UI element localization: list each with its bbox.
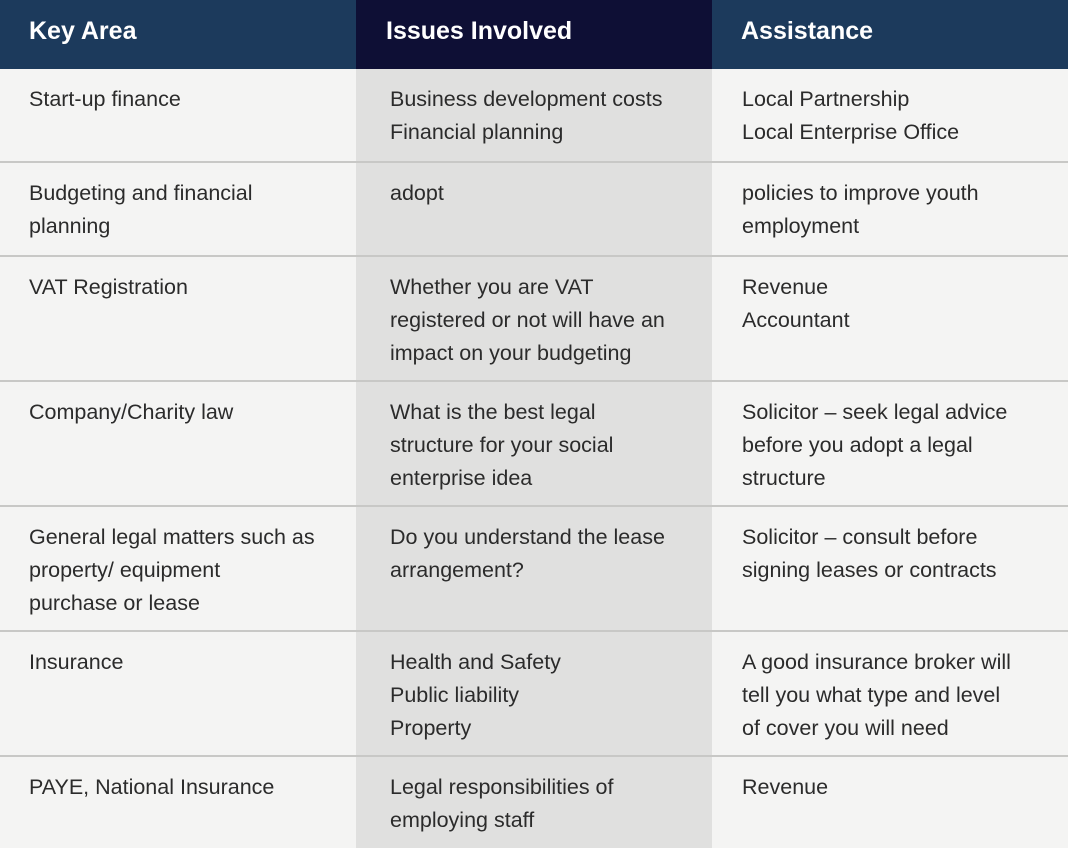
header-issues-involved: Issues Involved [356,0,712,69]
cell-text: structure for your social [390,433,614,457]
issues-cell [356,69,712,161]
cell-text: Local Enterprise Office [742,120,960,144]
cell-text: arrangement? [390,558,524,582]
cell-text: Revenue [742,275,829,299]
assistance-cell [712,382,1068,505]
cell-text: Insurance [29,650,124,674]
key-area-cell [0,69,356,161]
cell-text: Public liability [390,683,520,707]
cell-text: Business development costs [390,87,663,111]
cell-text: What is the best legal [390,400,596,424]
cell-text: impact on your budgeting [390,341,632,365]
issues-cell [356,382,712,505]
cell-text: Local Partnership [742,87,910,111]
table-row [0,632,1068,757]
assistance-cell [712,507,1068,630]
issues-cell [356,632,712,755]
issues-cell [356,257,712,380]
cell-text: General legal matters such as [29,525,315,549]
table-row [0,69,1068,163]
cell-text: Budgeting and financial [29,181,253,205]
cell-text: Revenue [742,775,829,799]
assistance-cell [712,757,1068,848]
cell-text: signing leases or contracts [742,558,997,582]
cell-text: VAT Registration [29,275,188,299]
cell-text: of cover you will need [742,716,949,740]
issues-cell [356,757,712,848]
table-header [0,0,1068,69]
issues-cell [356,163,712,255]
cell-text: employing staff [390,808,535,832]
key-area-cell [0,257,356,380]
cell-text: Property [390,716,472,740]
assistance-cell [712,257,1068,380]
key-area-cell [0,163,356,255]
assistance-cell [712,632,1068,755]
cell-text: Solicitor – consult before [742,525,978,549]
cell-text: A good insurance broker will [742,650,1011,674]
table-row [0,382,1068,507]
key-area-cell [0,507,356,630]
cell-text: Financial planning [390,120,564,144]
cell-text: adopt [390,181,444,205]
cell-text: Start-up finance [29,87,181,111]
table-row [0,257,1068,382]
cell-text: Whether you are VAT [390,275,594,299]
table-row [0,163,1068,257]
cell-text: tell you what type and level [742,683,1001,707]
key-area-cell [0,757,356,848]
cell-text: enterprise idea [390,466,533,490]
cell-text: planning [29,214,111,238]
assistance-cell [712,163,1068,255]
header-key-area: Key Area [0,0,356,69]
cell-text: Accountant [742,308,850,332]
cell-text: before you adopt a legal [742,433,973,457]
cell-text: policies to improve youth [742,181,979,205]
cell-text: Company/Charity law [29,400,234,424]
cell-text: purchase or lease [29,591,200,615]
key-area-cell [0,382,356,505]
cell-text: Solicitor – seek legal advice [742,400,1008,424]
cell-text: PAYE, National Insurance [29,775,275,799]
table-row [0,757,1068,848]
table-body [0,69,1068,848]
table-row [0,507,1068,632]
key-area-cell [0,632,356,755]
cell-text: structure [742,466,826,490]
cell-text: Do you understand the lease [390,525,665,549]
cell-text: property/ equipment [29,558,221,582]
cell-text: registered or not will have an [390,308,665,332]
cell-text: employment [742,214,860,238]
cell-text: Health and Safety [390,650,561,674]
issues-cell [356,507,712,630]
cell-text: Legal responsibilities of [390,775,614,799]
assistance-cell [712,69,1068,161]
header-assistance: Assistance [712,0,1068,69]
